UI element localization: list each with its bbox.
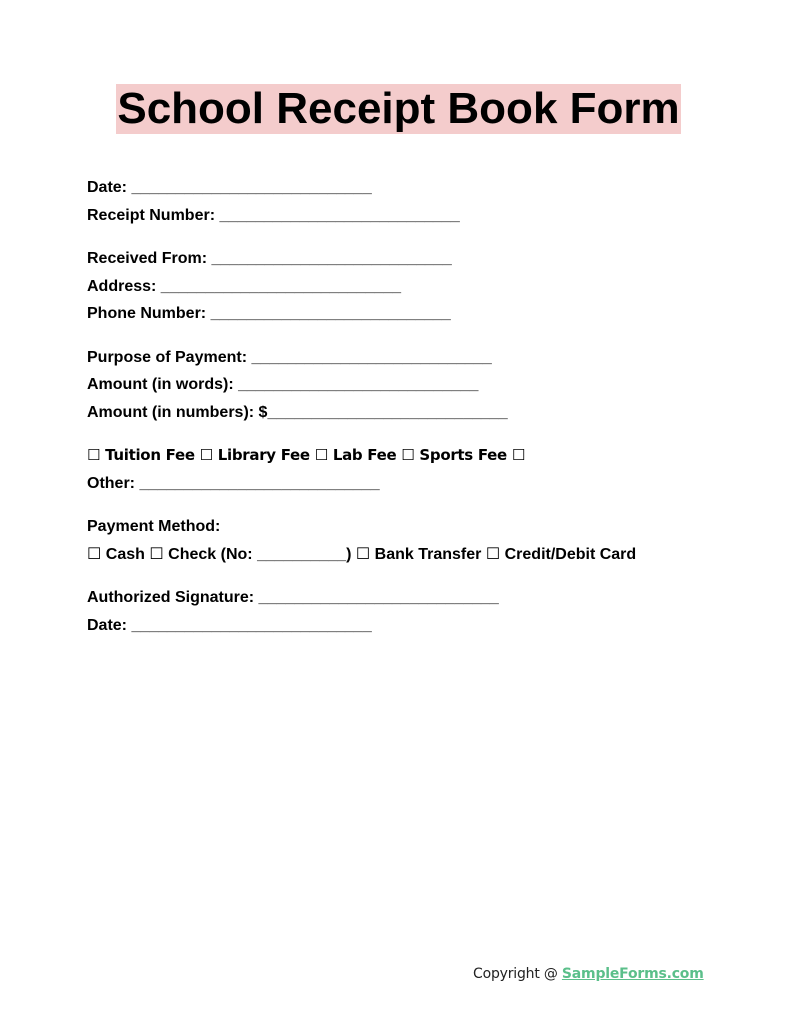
library-fee-checkbox[interactable]: ☐ — [199, 446, 213, 464]
card-checkbox[interactable]: ☐ — [485, 545, 501, 563]
bank-transfer-checkbox[interactable]: ☐ — [355, 545, 371, 563]
bank-transfer-label: Bank Transfer — [374, 545, 482, 563]
sports-fee-checkbox[interactable]: ☐ — [401, 446, 415, 464]
cash-label: Cash — [105, 545, 145, 563]
payment-method-options — [87, 541, 727, 569]
receipt-form — [87, 174, 727, 655]
amount-numbers-blank[interactable]: ___________________________ — [267, 403, 508, 421]
sampleforms-link[interactable]: SampleForms.com — [561, 966, 704, 982]
library-fee-label: Library Fee — [217, 446, 310, 464]
lab-fee-checkbox[interactable]: ☐ — [314, 446, 328, 464]
copyright-text: Copyright @ — [473, 966, 562, 982]
date-label: Date: — [87, 179, 128, 196]
purpose-label: Purpose of Payment: — [87, 348, 248, 366]
other-fee-checkbox[interactable]: ☐ — [511, 446, 526, 464]
payer-info-section — [87, 245, 727, 328]
address-blank[interactable]: ___________________________ — [156, 277, 402, 295]
amount-numbers-field[interactable] — [87, 399, 727, 427]
amount-words-field[interactable] — [87, 371, 727, 399]
signature-section — [87, 584, 727, 639]
footer — [473, 964, 704, 984]
date-blank[interactable]: ___________________________ — [127, 179, 372, 196]
date-field[interactable] — [87, 174, 727, 202]
fee-type-options — [87, 442, 727, 470]
amount-words-label: Amount (in words): — [87, 376, 234, 393]
payment-method-heading: Payment Method: — [87, 518, 221, 535]
payment-details-section — [87, 344, 727, 427]
receipt-number-blank[interactable]: ___________________________ — [215, 206, 460, 224]
check-number-blank[interactable]: __________ — [257, 545, 347, 563]
check-close-paren: ) — [346, 545, 352, 563]
purpose-blank[interactable]: ___________________________ — [247, 348, 492, 366]
address-field[interactable] — [87, 273, 727, 301]
phone-number-field[interactable] — [87, 300, 727, 328]
signature-blank[interactable]: ___________________________ — [254, 589, 499, 606]
amount-words-blank[interactable]: ___________________________ — [233, 376, 479, 393]
other-fee-blank[interactable]: ___________________________ — [135, 474, 380, 492]
received-from-label: Received From: — [87, 250, 208, 267]
phone-number-label: Phone Number: — [87, 305, 207, 322]
sports-fee-label: Sports Fee — [419, 446, 507, 464]
page-title: School Receipt Book Form — [117, 84, 680, 133]
address-label: Address: — [87, 277, 157, 295]
received-from-blank[interactable]: ___________________________ — [207, 250, 452, 267]
signature-date-label: Date: — [87, 616, 128, 634]
card-label: Credit/Debit Card — [504, 545, 637, 563]
lab-fee-label: Lab Fee — [332, 446, 397, 464]
cash-checkbox[interactable]: ☐ — [87, 545, 102, 563]
signature-label: Authorized Signature: — [87, 589, 255, 606]
check-checkbox[interactable]: ☐ — [149, 545, 164, 563]
check-label: Check (No: — [168, 545, 258, 563]
phone-number-blank[interactable]: ___________________________ — [206, 305, 451, 322]
receipt-number-label: Receipt Number: — [87, 206, 216, 224]
tuition-fee-label: Tuition Fee — [105, 446, 195, 464]
received-from-field[interactable] — [87, 245, 727, 273]
tuition-fee-checkbox[interactable]: ☐ — [87, 446, 101, 464]
signature-date-blank[interactable]: ___________________________ — [127, 616, 372, 634]
signature-date-field[interactable] — [87, 612, 727, 640]
payment-method-section — [87, 513, 727, 568]
other-fee-label: Other: — [87, 474, 135, 492]
purpose-field[interactable] — [87, 344, 727, 372]
signature-field[interactable] — [87, 584, 727, 612]
amount-numbers-label: Amount (in numbers): $ — [87, 403, 268, 421]
fee-type-section — [87, 442, 727, 497]
other-fee-field[interactable] — [87, 470, 727, 498]
title-container — [0, 84, 804, 134]
receipt-info-section — [87, 174, 727, 229]
receipt-number-field[interactable] — [87, 202, 727, 230]
